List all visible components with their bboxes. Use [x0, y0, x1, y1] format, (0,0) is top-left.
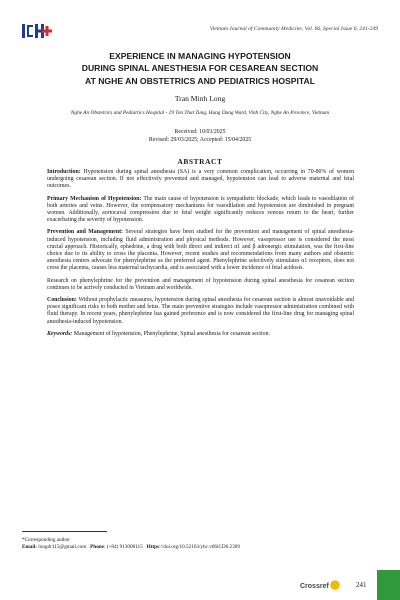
paragraph-label: Introduction:	[47, 169, 81, 175]
abstract-paragraph-introduction	[47, 169, 354, 190]
keywords	[47, 331, 354, 338]
phone-number: : (+84) 913008115	[103, 544, 143, 551]
revised-accepted-date: Revised: 29/03/2025; Accepted: 15/04/2025	[148, 137, 252, 144]
phone-label: Phone	[90, 544, 104, 551]
title-line: AT NGHE AN OBSTETRICS AND PEDIATRICS HOSPITAL	[85, 75, 315, 86]
email-address[interactable]: longdr115@gmail.com	[37, 544, 87, 551]
doi-label: Https	[146, 544, 160, 551]
abstract-paragraph-research	[47, 278, 354, 292]
abstract-paragraph-conclusion	[47, 297, 354, 326]
author-name: Tran Minh Long	[174, 94, 226, 103]
page-corner-tab	[377, 570, 400, 600]
footnote	[22, 537, 240, 552]
crossref-text: Crossref	[300, 583, 329, 590]
abstract-paragraph-prevention	[47, 229, 354, 272]
paragraph-text: Without prophylactic measures, hypotension during spinal anesthesia for cesarean section is almost unavoidable and poses significant risks to both mother and fetus. The main preventive strategies include vasopressor administration combined with fluid therapy. In recent years, phenylephrine has gained preference and is now considered the first-line drug for managing spinal anesthesia-induced hypotension.	[47, 297, 354, 325]
received-date: Received: 10/03/2025	[174, 129, 226, 135]
paragraph-label: Prevention and Management:	[47, 229, 123, 236]
crossref-icon	[330, 580, 340, 590]
title-line: DURING SPINAL ANESTHESIA FOR CESAREAN SECTION	[81, 63, 319, 74]
author-affiliation: Nghe An Obstetrics and Pediatrics Hospital - 19 Ton That Tung, Hung Dung Ward, Vinh City, Nghe An Province, Vietnam	[70, 110, 330, 116]
paragraph-text: Several strategies have been studied for the prevention and management of spinal anesthesia-induced hypotension, including fluid administration and physical methods. However, vasopressor use is considered the most crucial approach. Historically, ephedrine, a drug with both direct and indirect α1 and β adrenergic stimulation, was the first-line choice due to its ability to cross the placenta. However, recent studies and recommendations from many authors and obstetric anesthesia centers advocate for phenylephrine as the preferred agent. Phenylephrine selectively stimulates α1 receptors, does not cross the placenta, causes less maternal tachycardia, and is associated with a lower incidence of fetal acidosis.	[47, 229, 354, 272]
abstract-body	[47, 169, 354, 343]
journal-citation: Vietnam Journal of Community Medicine, Vol. 66, Special Issue 6, 241-249	[209, 26, 378, 32]
contact-line	[22, 544, 240, 551]
paragraph-label: Conclusion:	[47, 297, 77, 304]
title-line: EXPERIENCE IN MANAGING HYPOTENSION	[109, 51, 291, 61]
paragraph-text: Hypotension during spinal anesthesia (SA) is a very common complication, occurring in 70-80% of women undergoing cesarean section. If not effectively prevented and managed, hypotension can lead to adverse maternal and fetal outcomes.	[47, 169, 354, 190]
corresponding-author-note: *Corresponding author	[22, 537, 70, 543]
article-title	[30, 50, 370, 87]
keywords-label: Keywords:	[47, 330, 73, 337]
abstract-paragraph-mechanism	[47, 196, 354, 225]
footnote-divider	[22, 531, 107, 532]
page-number: 241	[356, 581, 367, 589]
email-label: Email:	[22, 544, 37, 551]
crossref-badge[interactable]	[300, 579, 340, 591]
doi-link[interactable]: ://doi.org/10.52163/yhc.v66iCD6.2309	[159, 544, 240, 551]
article-dates	[0, 128, 400, 144]
paragraph-label: Primary Mechanism of Hypotension:	[47, 195, 142, 202]
abstract-heading: ABSTRACT	[177, 157, 223, 166]
journal-logo	[22, 22, 52, 40]
paragraph-text: Research on phenylephrine for the prevention and management of hypotension during spinal anesthesia for cesarean section continues to be actively conducted in Vietnam and worldwide.	[47, 277, 354, 291]
keywords-text: Management of hypotension, Phenylephrine, Spinal anesthesia for cesarean section.	[72, 330, 270, 337]
paragraph-text: The main cause of hypotension is sympathetic blockade, which leads to vasodilation of both arteries and veins. However, the compensatory mechanisms for vasodilation and hypotension are diminished in pregnant women. Additionally, aortocaval compression due to fetal weight significantly reduces venous return to the heart, further exacerbating the severity of hypotension.	[47, 195, 354, 224]
